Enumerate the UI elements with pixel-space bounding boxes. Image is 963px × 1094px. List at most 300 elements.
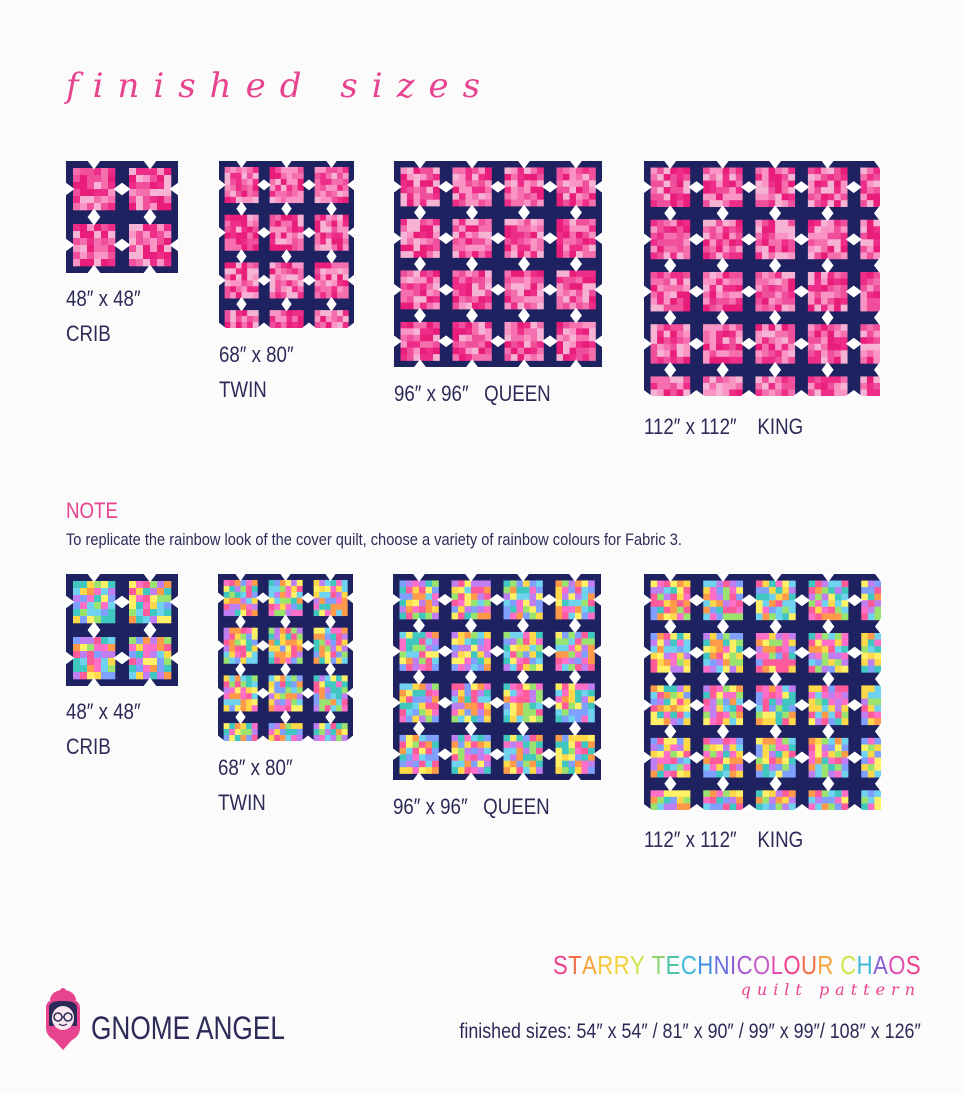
quilt-patch	[677, 181, 684, 188]
quilt-patch	[427, 200, 434, 207]
quilt-patch	[651, 764, 658, 771]
quilt-patch	[776, 607, 783, 614]
quilt-patch	[466, 322, 473, 329]
quilt-patch	[280, 675, 286, 681]
rainbow-crib-dimensions: 48″ x 48″	[66, 699, 141, 724]
quilt-patch	[710, 685, 717, 692]
quilt-patch	[164, 196, 171, 203]
quilt-patch	[230, 292, 236, 298]
quilt-patch	[281, 221, 287, 227]
quilt-patch	[297, 693, 303, 699]
quilt-patch	[755, 305, 762, 312]
quilt-corner-square	[597, 311, 602, 320]
quilt-patch	[582, 754, 589, 761]
quilt-patch	[518, 283, 525, 290]
quilt-patch	[524, 187, 531, 194]
quilt-patch	[657, 233, 664, 240]
quilt-corner-square	[692, 209, 701, 218]
quilt-patch	[716, 803, 723, 810]
quilt-patch	[143, 245, 150, 252]
quilt-patch	[108, 595, 115, 602]
quilt-patch	[136, 581, 143, 588]
quilt-patch	[101, 252, 108, 259]
quilt-patch	[433, 354, 440, 361]
quilt-patch	[246, 687, 252, 693]
quilt-patch	[562, 632, 569, 639]
quilt-patch	[459, 187, 466, 194]
quilt-patch	[755, 298, 762, 305]
quilt-patch	[400, 716, 407, 723]
quilt-patch	[563, 335, 570, 342]
quilt-patch	[225, 191, 231, 197]
quilt-patch	[292, 286, 298, 292]
quilt-patch	[842, 666, 849, 673]
quilt-patch	[413, 593, 420, 600]
quilt-patch	[867, 376, 874, 383]
quilt-patch	[336, 729, 342, 735]
quilt-corner-square	[259, 574, 267, 578]
quilt-patch	[664, 168, 671, 175]
quilt-patch	[453, 225, 460, 232]
quilt-patch	[763, 685, 770, 692]
quilt-patch	[589, 283, 596, 290]
quilt-patch	[229, 735, 235, 741]
quilt-patch	[517, 587, 524, 594]
quilt-patch	[164, 595, 171, 602]
quilt-patch	[756, 587, 763, 594]
quilt-patch	[788, 350, 795, 357]
quilt-patch	[108, 616, 115, 623]
quilt-patch	[710, 738, 717, 745]
quilt-patch	[452, 587, 459, 594]
quilt-patch	[242, 233, 248, 239]
quilt-patch	[537, 200, 544, 207]
quilt-patch	[657, 712, 664, 719]
quilt-patch	[657, 666, 664, 673]
quilt-patch	[292, 221, 298, 227]
quilt-patch	[570, 354, 577, 361]
quilt-patch	[556, 696, 563, 703]
quilt-patch	[108, 637, 115, 644]
quilt-patch	[809, 744, 816, 751]
quilt-patch	[292, 239, 298, 245]
quilt-patch	[537, 251, 544, 258]
quilt-patch	[664, 797, 671, 804]
quilt-patch	[332, 310, 338, 316]
quilt-patch	[235, 735, 241, 741]
quilt-patch	[651, 666, 658, 673]
quilt-patch	[336, 592, 342, 598]
quilt-patch	[730, 607, 737, 614]
quilt-patch	[841, 285, 848, 292]
quilt-corner-square	[440, 621, 449, 630]
quilt-patch	[684, 685, 691, 692]
quilt-patch	[291, 723, 297, 729]
quilt-patch	[841, 200, 848, 207]
quilt-patch	[821, 279, 828, 286]
quilt-patch	[143, 252, 150, 259]
quilt-patch	[710, 337, 717, 344]
quilt-patch	[677, 376, 684, 383]
quilt-patch	[230, 233, 236, 239]
quilt-patch	[164, 644, 171, 651]
quilt-patch	[651, 640, 658, 647]
quilt-patch	[835, 790, 842, 797]
quilt-patch	[420, 354, 427, 361]
quilt-patch	[485, 283, 492, 290]
quilt-patch	[459, 354, 466, 361]
quilt-corner-square	[393, 574, 398, 579]
quilt-patch	[518, 303, 525, 310]
quilt-patch	[588, 696, 595, 703]
quilt-patch	[828, 738, 835, 745]
quilt-patch	[510, 645, 517, 652]
quilt-corner-square	[117, 625, 127, 635]
quilt-patch	[406, 600, 413, 607]
quilt-patch	[563, 290, 570, 297]
quilt-patch	[269, 640, 275, 646]
quilt-patch	[684, 803, 691, 810]
quilt-patch	[736, 233, 743, 240]
quilt-corner-square	[493, 311, 502, 320]
quilt-patch	[472, 232, 479, 239]
quilt-patch	[484, 580, 491, 587]
quilt-patch	[478, 593, 485, 600]
quilt-patch	[406, 580, 413, 587]
quilt-patch	[670, 594, 677, 601]
quilt-patch	[841, 239, 848, 246]
quilt-patch	[808, 279, 815, 286]
quilt-patch	[657, 587, 664, 594]
quilt-patch	[651, 305, 658, 312]
quilt-patch	[842, 587, 849, 594]
quilt-patch	[420, 238, 427, 245]
quilt-patch	[874, 685, 881, 692]
quilt-patch	[677, 174, 684, 181]
quilt-patch	[246, 646, 252, 652]
quilt-patch	[683, 194, 690, 201]
quilt-patch	[657, 337, 664, 344]
quilt-patch	[518, 219, 525, 226]
quilt-patch	[834, 194, 841, 201]
quilt-patch	[325, 699, 331, 705]
quilt-patch	[292, 197, 298, 203]
quilt-patch	[275, 268, 281, 274]
quilt-patch	[536, 638, 543, 645]
quilt-patch	[723, 659, 730, 666]
quilt-patch	[229, 580, 235, 586]
quilt-patch	[716, 344, 723, 351]
quilt-patch	[484, 651, 491, 658]
quilt-patch	[775, 376, 782, 383]
quilt-patch	[874, 744, 881, 751]
quilt-patch	[730, 764, 737, 771]
quilt-patch	[782, 194, 789, 201]
quilt-patch	[241, 681, 247, 687]
quilt-patch	[479, 328, 486, 335]
quilt-patch	[755, 344, 762, 351]
quilt-patch	[342, 634, 348, 640]
quilt-patch	[224, 640, 230, 646]
quilt-patch	[465, 716, 472, 723]
quilt-patch	[101, 245, 108, 252]
quilt-patch	[716, 194, 723, 201]
quilt-patch	[319, 610, 325, 616]
quilt-patch	[762, 305, 769, 312]
quilt-patch	[336, 604, 342, 610]
quilt-patch	[589, 270, 596, 277]
quilt-patch	[224, 705, 230, 711]
quilt-patch	[453, 270, 460, 277]
quilt-patch	[788, 194, 795, 201]
quilt-patch	[407, 167, 414, 174]
quilt-patch	[433, 219, 440, 226]
quilt-corner-square	[440, 574, 449, 579]
quilt-patch	[275, 280, 281, 286]
quilt-patch	[269, 604, 275, 610]
quilt-patch	[297, 598, 303, 604]
quilt-patch	[563, 174, 570, 181]
quilt-patch	[343, 233, 349, 239]
quilt-patch	[729, 357, 736, 364]
quilt-patch	[478, 632, 485, 639]
quilt-patch	[517, 613, 524, 620]
quilt-patch	[269, 628, 275, 634]
quilt-patch	[297, 628, 303, 634]
quilt-patch	[710, 174, 717, 181]
quilt-patch	[400, 754, 407, 761]
quilt-patch	[287, 221, 293, 227]
quilt-patch	[157, 224, 164, 231]
quilt-patch	[789, 646, 796, 653]
quilt-patch	[274, 610, 280, 616]
quilt-patch	[73, 595, 80, 602]
quilt-patch	[762, 272, 769, 279]
quilt-patch	[842, 646, 849, 653]
quilt-patch	[108, 252, 115, 259]
quilt-patch	[867, 285, 874, 292]
quilt-patch	[763, 797, 770, 804]
quilt-patch	[730, 751, 737, 758]
quilt-patch	[583, 270, 590, 277]
quilt-patch	[582, 606, 589, 613]
quilt-patch	[536, 587, 543, 594]
quilt-patch	[730, 699, 737, 706]
quilt-corner-square	[692, 727, 701, 736]
quilt-patch	[537, 232, 544, 239]
quilt-patch	[860, 174, 867, 181]
quilt-patch	[874, 613, 881, 620]
quilt-patch	[570, 270, 577, 277]
quilt-corner-square	[644, 161, 649, 166]
quilt-patch	[319, 699, 325, 705]
quilt-patch	[427, 225, 434, 232]
quilt-patch	[94, 175, 101, 182]
quilt-patch	[808, 383, 815, 390]
quilt-patch	[150, 658, 157, 665]
quilt-patch	[670, 383, 677, 390]
quilt-patch	[286, 729, 292, 735]
quilt-patch	[325, 693, 331, 699]
quilt-patch	[677, 331, 684, 338]
quilt-patch	[736, 685, 743, 692]
quilt-patch	[225, 322, 231, 328]
quilt-patch	[419, 593, 426, 600]
quilt-patch	[814, 272, 821, 279]
quilt-patch	[336, 735, 342, 741]
quilt-patch	[452, 632, 459, 639]
quilt-patch	[432, 748, 439, 755]
quilt-patch	[828, 653, 835, 660]
quilt-patch	[861, 744, 868, 751]
quilt-patch	[530, 658, 537, 665]
quilt-patch	[400, 593, 407, 600]
quilt-patch	[136, 672, 143, 679]
quilt-patch	[828, 764, 835, 771]
quilt-patch	[814, 324, 821, 331]
quilt-patch	[670, 659, 677, 666]
quilt-patch	[465, 741, 472, 748]
quilt-patch	[73, 651, 80, 658]
quilt-patch	[684, 758, 691, 765]
quilt-patch	[664, 383, 671, 390]
quilt-patch	[150, 231, 157, 238]
quilt-patch	[834, 272, 841, 279]
quilt-patch	[828, 640, 835, 647]
quilt-patch	[325, 723, 331, 729]
quilt-patch	[575, 632, 582, 639]
quilt-patch	[582, 690, 589, 697]
quilt-corner-square	[441, 311, 450, 320]
quilt-patch	[710, 357, 717, 364]
quilt-patch	[841, 168, 848, 175]
quilt-patch	[73, 658, 80, 665]
quilt-patch	[736, 350, 743, 357]
quilt-patch	[873, 324, 880, 331]
quilt-patch	[150, 189, 157, 196]
quilt-patch	[723, 383, 730, 390]
quilt-patch	[413, 703, 420, 710]
quilt-patch	[868, 646, 875, 653]
quilt-patch	[703, 226, 710, 233]
quilt-patch	[575, 754, 582, 761]
quilt-patch	[458, 735, 465, 742]
quilt-patch	[315, 191, 321, 197]
quilt-patch	[782, 581, 789, 588]
quilt-patch	[331, 735, 337, 741]
quilt-patch	[401, 348, 408, 355]
quilt-patch	[235, 646, 241, 652]
quilt-patch	[530, 593, 537, 600]
quilt-patch	[400, 703, 407, 710]
quilt-patch	[224, 610, 230, 616]
quilt-patch	[287, 191, 293, 197]
quilt-patch	[478, 709, 485, 716]
quilt-patch	[511, 193, 518, 200]
quilt-patch	[835, 587, 842, 594]
quilt-patch	[524, 180, 531, 187]
quilt-patch	[433, 193, 440, 200]
quilt-patch	[478, 606, 485, 613]
quilt-patch	[465, 651, 472, 658]
quilt-patch	[814, 350, 821, 357]
quilt-patch	[576, 296, 583, 303]
quilt-patch	[730, 600, 737, 607]
quilt-corner-square	[394, 362, 399, 367]
quilt-patch	[129, 238, 136, 245]
quilt-patch	[337, 173, 343, 179]
quilt-patch	[703, 298, 710, 305]
quilt-corner-square	[797, 779, 806, 788]
quilt-patch	[270, 221, 276, 227]
quilt-patch	[458, 703, 465, 710]
quilt-corner-square	[304, 618, 312, 626]
quilt-patch	[80, 644, 87, 651]
quilt-patch	[651, 233, 658, 240]
quilt-patch	[414, 225, 421, 232]
quilt-patch	[729, 383, 736, 390]
quilt-patch	[337, 185, 343, 191]
quilt-patch	[670, 239, 677, 246]
quilt-patch	[664, 337, 671, 344]
quilt-patch	[651, 594, 658, 601]
quilt-patch	[287, 262, 293, 268]
quilt-patch	[582, 683, 589, 690]
quilt-patch	[570, 348, 577, 355]
quilt-patch	[315, 274, 321, 280]
quilt-patch	[657, 738, 664, 745]
quilt-patch	[736, 226, 743, 233]
quilt-patch	[136, 189, 143, 196]
quilt-patch	[814, 337, 821, 344]
quilt-patch	[523, 580, 530, 587]
quilt-patch	[716, 174, 723, 181]
quilt-patch	[834, 181, 841, 188]
quilt-patch	[576, 200, 583, 207]
quilt-patch	[723, 337, 730, 344]
quilt-patch	[511, 335, 518, 342]
quilt-patch	[426, 645, 433, 652]
quilt-patch	[274, 634, 280, 640]
quilt-patch	[471, 613, 478, 620]
quilt-patch	[325, 729, 331, 735]
quilt-corner-square	[173, 681, 178, 686]
quilt-patch	[670, 640, 677, 647]
quilt-patch	[789, 600, 796, 607]
quilt-patch	[253, 233, 259, 239]
quilt-patch	[253, 286, 259, 292]
quilt-patch	[651, 324, 658, 331]
quilt-patch	[769, 685, 776, 692]
quilt-patch	[576, 303, 583, 310]
quilt-patch	[730, 594, 737, 601]
quilt-patch	[297, 675, 303, 681]
quilt-patch	[164, 637, 171, 644]
quilt-patch	[479, 225, 486, 232]
quilt-patch	[252, 687, 258, 693]
quilt-corner-square	[393, 724, 398, 733]
quilt-patch	[860, 187, 867, 194]
quilt-patch	[287, 292, 293, 298]
quilt-patch	[562, 696, 569, 703]
quilt-patch	[246, 699, 252, 705]
quilt-patch	[136, 175, 143, 182]
quilt-patch	[419, 606, 426, 613]
quilt-patch	[414, 322, 421, 329]
quilt-patch	[270, 185, 276, 191]
quilt-patch	[821, 233, 828, 240]
quilt-patch	[835, 600, 842, 607]
